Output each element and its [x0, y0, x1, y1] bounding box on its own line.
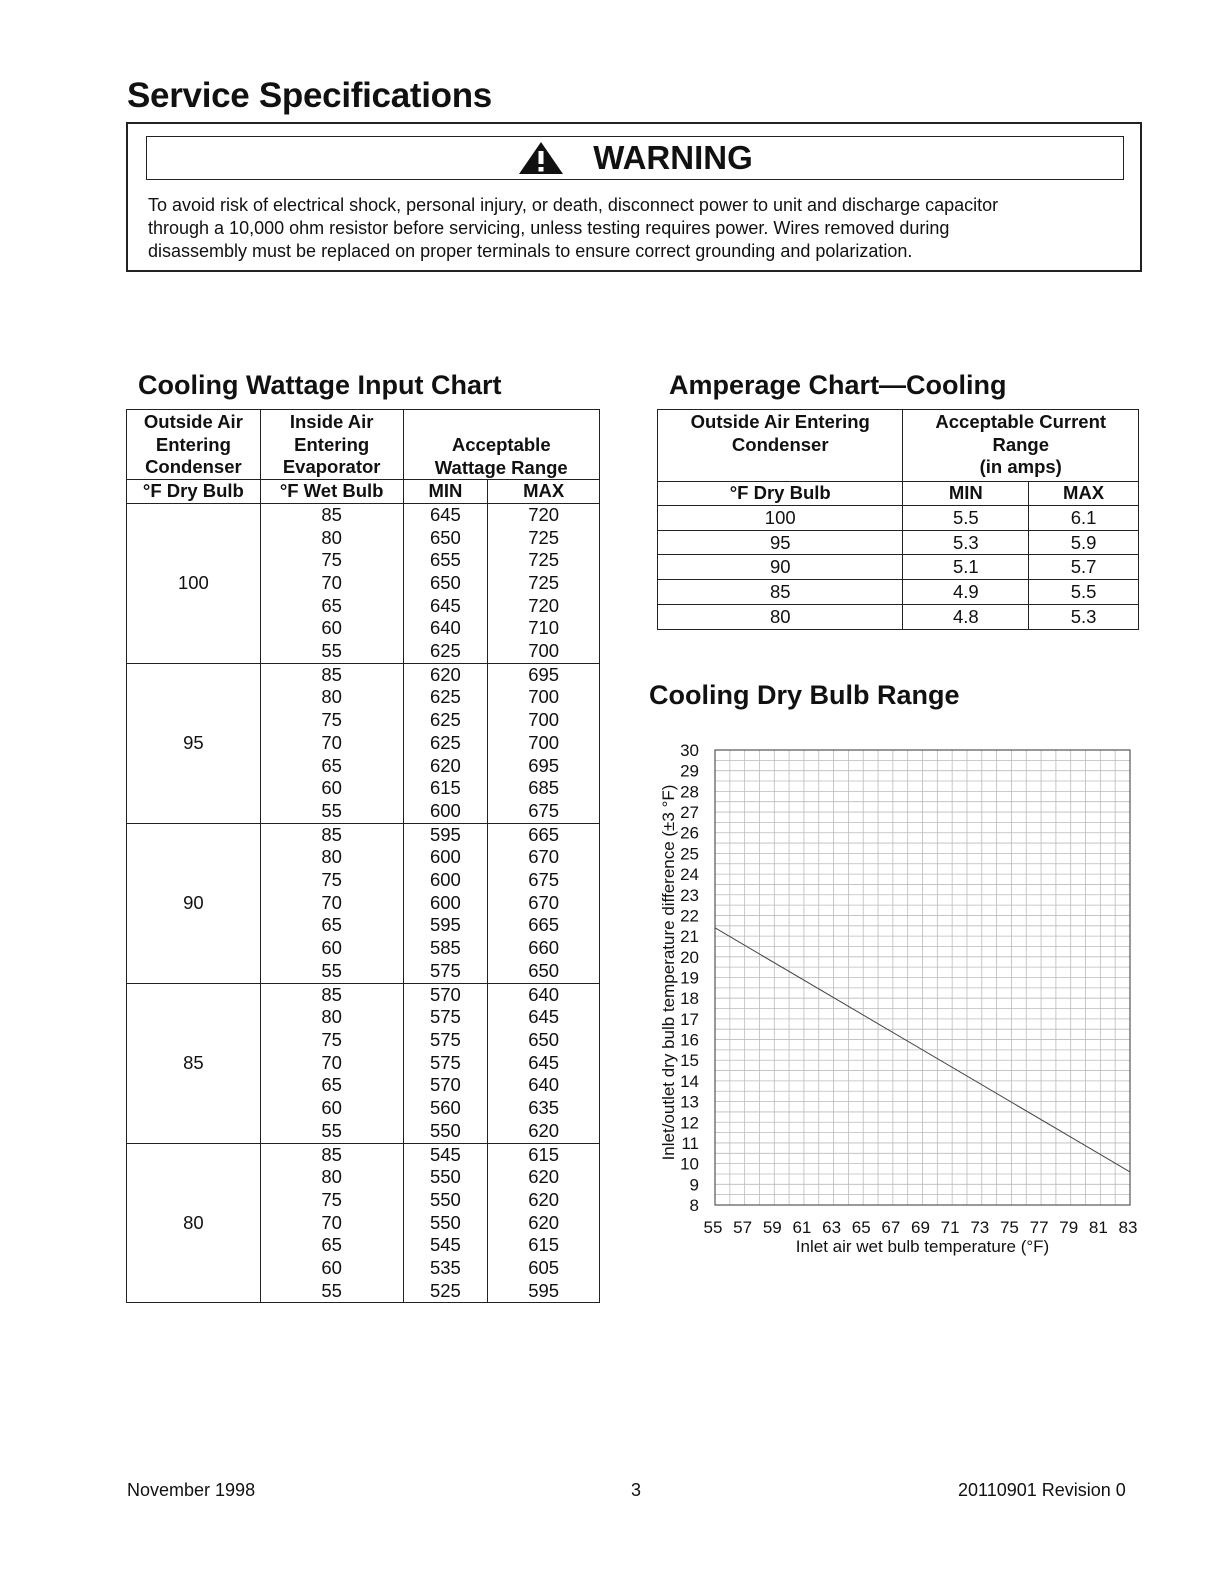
- wet-bulb-cell: 60: [260, 1257, 403, 1280]
- y-tick-label: 25: [680, 844, 699, 864]
- max-cell: 650: [488, 960, 600, 983]
- y-tick-label: 15: [680, 1051, 699, 1071]
- max-cell: 620: [488, 1120, 600, 1143]
- min-cell: 570: [403, 1074, 488, 1097]
- min-cell: 645: [403, 503, 488, 526]
- max-cell: 700: [488, 686, 600, 709]
- x-axis-label: Inlet air wet bulb temperature (°F): [795, 1237, 1050, 1256]
- wet-bulb-cell: 75: [260, 549, 403, 572]
- header-min: MIN: [903, 482, 1029, 506]
- min-cell: 5.5: [903, 505, 1029, 530]
- y-tick-label: 27: [680, 803, 699, 823]
- y-tick-label: 17: [680, 1009, 699, 1029]
- y-tick-label: 12: [680, 1113, 699, 1133]
- max-cell: 725: [488, 527, 600, 550]
- warning-box: [126, 122, 1142, 272]
- dry-bulb-cell: 100: [658, 505, 903, 530]
- header-line: Outside Air Entering: [690, 411, 870, 432]
- wet-bulb-cell: 80: [260, 846, 403, 869]
- max-cell: 725: [488, 549, 600, 572]
- min-cell: 625: [403, 732, 488, 755]
- max-cell: 635: [488, 1097, 600, 1120]
- max-cell: 675: [488, 800, 600, 823]
- wet-bulb-cell: 60: [260, 617, 403, 640]
- max-cell: 5.3: [1029, 604, 1139, 629]
- warning-text: [148, 194, 1128, 263]
- max-cell: 700: [488, 640, 600, 663]
- x-tick-label: 57: [733, 1218, 753, 1237]
- header-line: Entering: [294, 433, 370, 455]
- x-tick-label: 81: [1088, 1218, 1108, 1237]
- wet-bulb-cell: 65: [260, 914, 403, 937]
- y-tick-label: 8: [689, 1196, 699, 1215]
- y-tick-label: 13: [680, 1092, 699, 1112]
- wattage-chart-title: Cooling Wattage Input Chart: [138, 370, 502, 400]
- max-cell: 700: [488, 732, 600, 755]
- wet-bulb-cell: 75: [260, 1029, 403, 1052]
- header-min: MIN: [403, 480, 488, 504]
- min-cell: 550: [403, 1120, 488, 1143]
- min-cell: 645: [403, 595, 488, 618]
- dry-bulb-cell: 90: [127, 823, 261, 983]
- wet-bulb-cell: 80: [260, 1006, 403, 1029]
- wet-bulb-cell: 55: [260, 1120, 403, 1143]
- min-cell: 570: [403, 983, 488, 1006]
- warning-line: disassembly must be replaced on proper terminals to ensure correct grounding and polarization.: [148, 241, 913, 261]
- table-row: [658, 505, 1139, 530]
- x-tick-label: 55: [703, 1218, 723, 1237]
- x-tick-label: 79: [1059, 1218, 1079, 1237]
- wet-bulb-cell: 55: [260, 640, 403, 663]
- dry-bulb-cell: 90: [658, 555, 903, 580]
- y-tick-label: 16: [680, 1030, 699, 1050]
- x-tick-label: 59: [762, 1218, 782, 1237]
- x-tick-label: 69: [911, 1218, 930, 1237]
- min-cell: 650: [403, 527, 488, 550]
- max-cell: 710: [488, 617, 600, 640]
- min-cell: 4.9: [903, 580, 1029, 605]
- header-outside-air: [658, 410, 903, 482]
- max-cell: 645: [488, 1052, 600, 1075]
- dry-bulb-cell: 80: [127, 1143, 261, 1303]
- min-cell: 4.8: [903, 604, 1029, 629]
- wattage-table: [126, 409, 600, 1303]
- wet-bulb-cell: 80: [260, 686, 403, 709]
- max-cell: 670: [488, 846, 600, 869]
- wet-bulb-cell: 85: [260, 983, 403, 1006]
- min-cell: 600: [403, 892, 488, 915]
- wet-bulb-cell: 55: [260, 960, 403, 983]
- max-cell: 5.5: [1029, 580, 1139, 605]
- min-cell: 595: [403, 823, 488, 846]
- wet-bulb-cell: 65: [260, 755, 403, 778]
- min-cell: 650: [403, 572, 488, 595]
- wet-bulb-cell: 85: [260, 663, 403, 686]
- x-tick-label: 71: [940, 1218, 960, 1237]
- y-tick-label: 30: [680, 741, 699, 760]
- warning-triangle-icon: [517, 140, 565, 176]
- min-cell: 545: [403, 1234, 488, 1257]
- x-tick-label: 67: [881, 1218, 901, 1237]
- header-max: MAX: [1029, 482, 1139, 506]
- min-cell: 620: [403, 755, 488, 778]
- header-line: Condenser: [731, 433, 829, 455]
- header-line: Evaporator: [282, 456, 381, 478]
- max-cell: 725: [488, 572, 600, 595]
- table-row: [127, 503, 600, 526]
- y-tick-label: 18: [680, 989, 699, 1009]
- max-cell: 605: [488, 1257, 600, 1280]
- dry-bulb-cell: 95: [127, 663, 261, 823]
- min-cell: 625: [403, 640, 488, 663]
- min-cell: 5.3: [903, 530, 1029, 555]
- y-tick-label: 21: [680, 927, 699, 947]
- min-cell: 550: [403, 1166, 488, 1189]
- dry-bulb-cell: 80: [658, 604, 903, 629]
- min-cell: 535: [403, 1257, 488, 1280]
- warning-line: To avoid risk of electrical shock, personal injury, or death, disconnect power to unit and discharge capacitor: [148, 195, 999, 215]
- min-cell: 560: [403, 1097, 488, 1120]
- min-cell: 585: [403, 937, 488, 960]
- min-cell: 615: [403, 777, 488, 800]
- dry-bulb-cell: 100: [127, 503, 261, 663]
- header-dry-bulb-unit: °F Dry Bulb: [658, 482, 903, 506]
- min-cell: 600: [403, 846, 488, 869]
- header-line: Outside Air: [143, 411, 243, 432]
- wet-bulb-cell: 65: [260, 1234, 403, 1257]
- max-cell: 675: [488, 869, 600, 892]
- wet-bulb-cell: 80: [260, 527, 403, 550]
- wet-bulb-cell: 80: [260, 1166, 403, 1189]
- max-cell: 620: [488, 1189, 600, 1212]
- x-tick-label: 63: [822, 1218, 842, 1237]
- max-cell: 695: [488, 755, 600, 778]
- table-row: [658, 580, 1139, 605]
- header-outside-air: [127, 410, 261, 480]
- dry-bulb-chart: [650, 735, 1150, 1265]
- amperage-table: [657, 409, 1139, 630]
- header-wattage-range: [403, 410, 599, 480]
- wet-bulb-cell: 55: [260, 800, 403, 823]
- y-tick-label: 10: [680, 1154, 699, 1174]
- y-tick-label: 9: [689, 1175, 699, 1195]
- header-line: Wattage Range: [434, 456, 568, 478]
- page-title: Service Specifications: [127, 76, 492, 115]
- max-cell: 720: [488, 595, 600, 618]
- wet-bulb-cell: 70: [260, 732, 403, 755]
- y-tick-label: 22: [680, 906, 699, 926]
- wet-bulb-cell: 75: [260, 869, 403, 892]
- max-cell: 6.1: [1029, 505, 1139, 530]
- wet-bulb-cell: 60: [260, 1097, 403, 1120]
- max-cell: 640: [488, 983, 600, 1006]
- header-dry-bulb-unit: °F Dry Bulb: [127, 480, 261, 504]
- max-cell: 650: [488, 1029, 600, 1052]
- min-cell: 525: [403, 1280, 488, 1303]
- min-cell: 655: [403, 549, 488, 572]
- min-cell: 600: [403, 800, 488, 823]
- y-tick-label: 19: [680, 968, 699, 988]
- wet-bulb-cell: 70: [260, 1052, 403, 1075]
- table-row: [127, 983, 600, 1006]
- header-current-range: [903, 410, 1139, 482]
- max-cell: 645: [488, 1006, 600, 1029]
- wet-bulb-cell: 70: [260, 1212, 403, 1235]
- x-tick-label: 73: [970, 1218, 990, 1237]
- max-cell: 670: [488, 892, 600, 915]
- min-cell: 545: [403, 1143, 488, 1166]
- max-cell: 695: [488, 663, 600, 686]
- max-cell: 665: [488, 823, 600, 846]
- warning-title: WARNING: [593, 139, 753, 176]
- max-cell: 5.9: [1029, 530, 1139, 555]
- header-line: Acceptable: [451, 434, 551, 456]
- max-cell: 595: [488, 1280, 600, 1303]
- wet-bulb-cell: 70: [260, 892, 403, 915]
- y-tick-label: 26: [680, 823, 699, 843]
- x-tick-label: 65: [851, 1218, 871, 1237]
- wet-bulb-cell: 85: [260, 823, 403, 846]
- header-line: (in amps): [979, 456, 1062, 478]
- footer-revision: 20110901 Revision 0: [958, 1480, 1126, 1500]
- amperage-chart-title: Amperage Chart—Cooling: [669, 370, 1007, 400]
- min-cell: 550: [403, 1189, 488, 1212]
- dry-bulb-cell: 85: [658, 580, 903, 605]
- min-cell: 640: [403, 617, 488, 640]
- max-cell: 620: [488, 1212, 600, 1235]
- y-tick-label: 23: [680, 885, 699, 905]
- wet-bulb-cell: 60: [260, 937, 403, 960]
- min-cell: 600: [403, 869, 488, 892]
- min-cell: 575: [403, 1029, 488, 1052]
- y-tick-label: 29: [680, 761, 699, 781]
- dry-bulb-chart-title: Cooling Dry Bulb Range: [649, 680, 960, 710]
- table-row: [658, 604, 1139, 629]
- header-line: Inside Air: [289, 411, 374, 432]
- table-row: [127, 823, 600, 846]
- min-cell: 5.1: [903, 555, 1029, 580]
- min-cell: 575: [403, 1052, 488, 1075]
- y-tick-label: 28: [680, 782, 699, 802]
- max-cell: 615: [488, 1143, 600, 1166]
- wet-bulb-cell: 55: [260, 1280, 403, 1303]
- max-cell: 615: [488, 1234, 600, 1257]
- wet-bulb-cell: 75: [260, 1189, 403, 1212]
- x-tick-label: 83: [1118, 1218, 1138, 1237]
- header-line: Entering: [155, 433, 231, 455]
- wet-bulb-cell: 75: [260, 709, 403, 732]
- footer-page-number: 3: [631, 1480, 642, 1500]
- table-row: [658, 530, 1139, 555]
- dry-bulb-cell: 85: [127, 983, 261, 1143]
- header-line: Condenser: [145, 456, 242, 478]
- min-cell: 595: [403, 914, 488, 937]
- header-inside-air: [260, 410, 403, 480]
- min-cell: 575: [403, 1006, 488, 1029]
- x-tick-label: 61: [792, 1218, 812, 1237]
- x-tick-label: 77: [1029, 1218, 1049, 1237]
- dry-bulb-cell: 95: [658, 530, 903, 555]
- max-cell: 685: [488, 777, 600, 800]
- y-axis-label: Inlet/outlet dry bulb temperature difference (±3 °F): [659, 784, 678, 1161]
- x-tick-label: 75: [999, 1218, 1019, 1237]
- table-row: [127, 1143, 600, 1166]
- max-cell: 700: [488, 709, 600, 732]
- wet-bulb-cell: 60: [260, 777, 403, 800]
- wet-bulb-cell: 65: [260, 1074, 403, 1097]
- table-row: [127, 663, 600, 686]
- wet-bulb-cell: 85: [260, 1143, 403, 1166]
- wet-bulb-cell: 65: [260, 595, 403, 618]
- max-cell: 620: [488, 1166, 600, 1189]
- max-cell: 665: [488, 914, 600, 937]
- min-cell: 575: [403, 960, 488, 983]
- max-cell: 660: [488, 937, 600, 960]
- header-line: Acceptable Current: [935, 411, 1107, 432]
- min-cell: 625: [403, 709, 488, 732]
- header-max: MAX: [488, 480, 600, 504]
- header-wet-bulb-unit: °F Wet Bulb: [260, 480, 403, 504]
- y-tick-label: 11: [681, 1133, 699, 1153]
- y-tick-label: 14: [680, 1071, 699, 1091]
- y-tick-label: 20: [680, 947, 699, 967]
- wet-bulb-cell: 70: [260, 572, 403, 595]
- warning-line: through a 10,000 ohm resistor before servicing, unless testing requires power. Wires removed during: [148, 218, 950, 238]
- warning-header: [146, 136, 1124, 180]
- max-cell: 640: [488, 1074, 600, 1097]
- y-tick-label: 24: [680, 865, 699, 885]
- min-cell: 620: [403, 663, 488, 686]
- footer-date: November 1998: [127, 1480, 256, 1500]
- max-cell: 5.7: [1029, 555, 1139, 580]
- min-cell: 625: [403, 686, 488, 709]
- wet-bulb-cell: 85: [260, 503, 403, 526]
- min-cell: 550: [403, 1212, 488, 1235]
- max-cell: 720: [488, 503, 600, 526]
- header-line: Range: [992, 433, 1049, 455]
- table-row: [658, 555, 1139, 580]
